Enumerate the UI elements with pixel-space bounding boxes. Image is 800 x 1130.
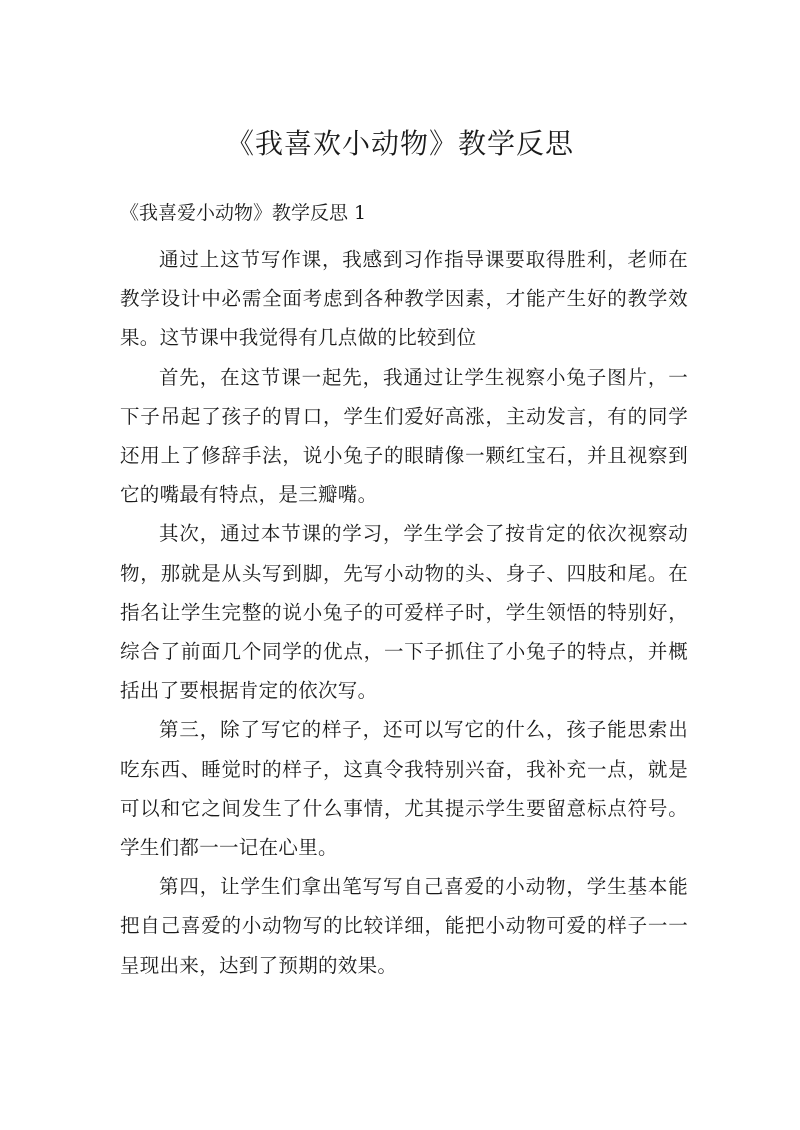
document-body — [120, 240, 688, 985]
document-title: 《我喜欢小动物》教学反思 — [225, 127, 574, 160]
paragraph-1: 通过上这节写作课，我感到习作指导课要取得胜利，老师在教学设计中必需全面考虑到各种教学因素，才能产生好的教学效果。这节课中我觉得有几点做的比较到位 — [120, 248, 688, 350]
paragraph-3: 其次，通过本节课的学习，学生学会了按肯定的依次视察动物，那就是从头写到脚，先写小动物的头、身子、四肢和尾。在指名让学生完整的说小兔子的可爱样子时，学生领悟的特别好，综合了前面几个同学的优点，一下子抓住了小兔子的特点，并概括出了要根据肯定的依次写。 — [120, 522, 688, 703]
paragraph-5: 第四，让学生们拿出笔写写自己喜爱的小动物，学生基本能把自己喜爱的小动物写的比较详细，能把小动物可爱的样子一一呈现出来，达到了预期的效果。 — [120, 875, 688, 977]
paragraph-2: 首先，在这节课一起先，我通过让学生视察小兔子图片，一下子吊起了孩子的胃口，学生们爱好高涨，主动发言，有的同学还用上了修辞手法，说小兔子的眼睛像一颗红宝石，并且视察到它的嘴最有特点，是三瓣嘴。 — [120, 365, 688, 507]
paragraph-4: 第三，除了写它的样子，还可以写它的什么，孩子能思索出吃东西、睡觉时的样子，这真令我特别兴奋，我补充一点，就是可以和它之间发生了什么事情，尤其提示学生要留意标点符号。学生们都一一记在心里。 — [120, 718, 688, 860]
section-heading: 《我喜爱小动物》教学反思 1 — [120, 202, 367, 224]
